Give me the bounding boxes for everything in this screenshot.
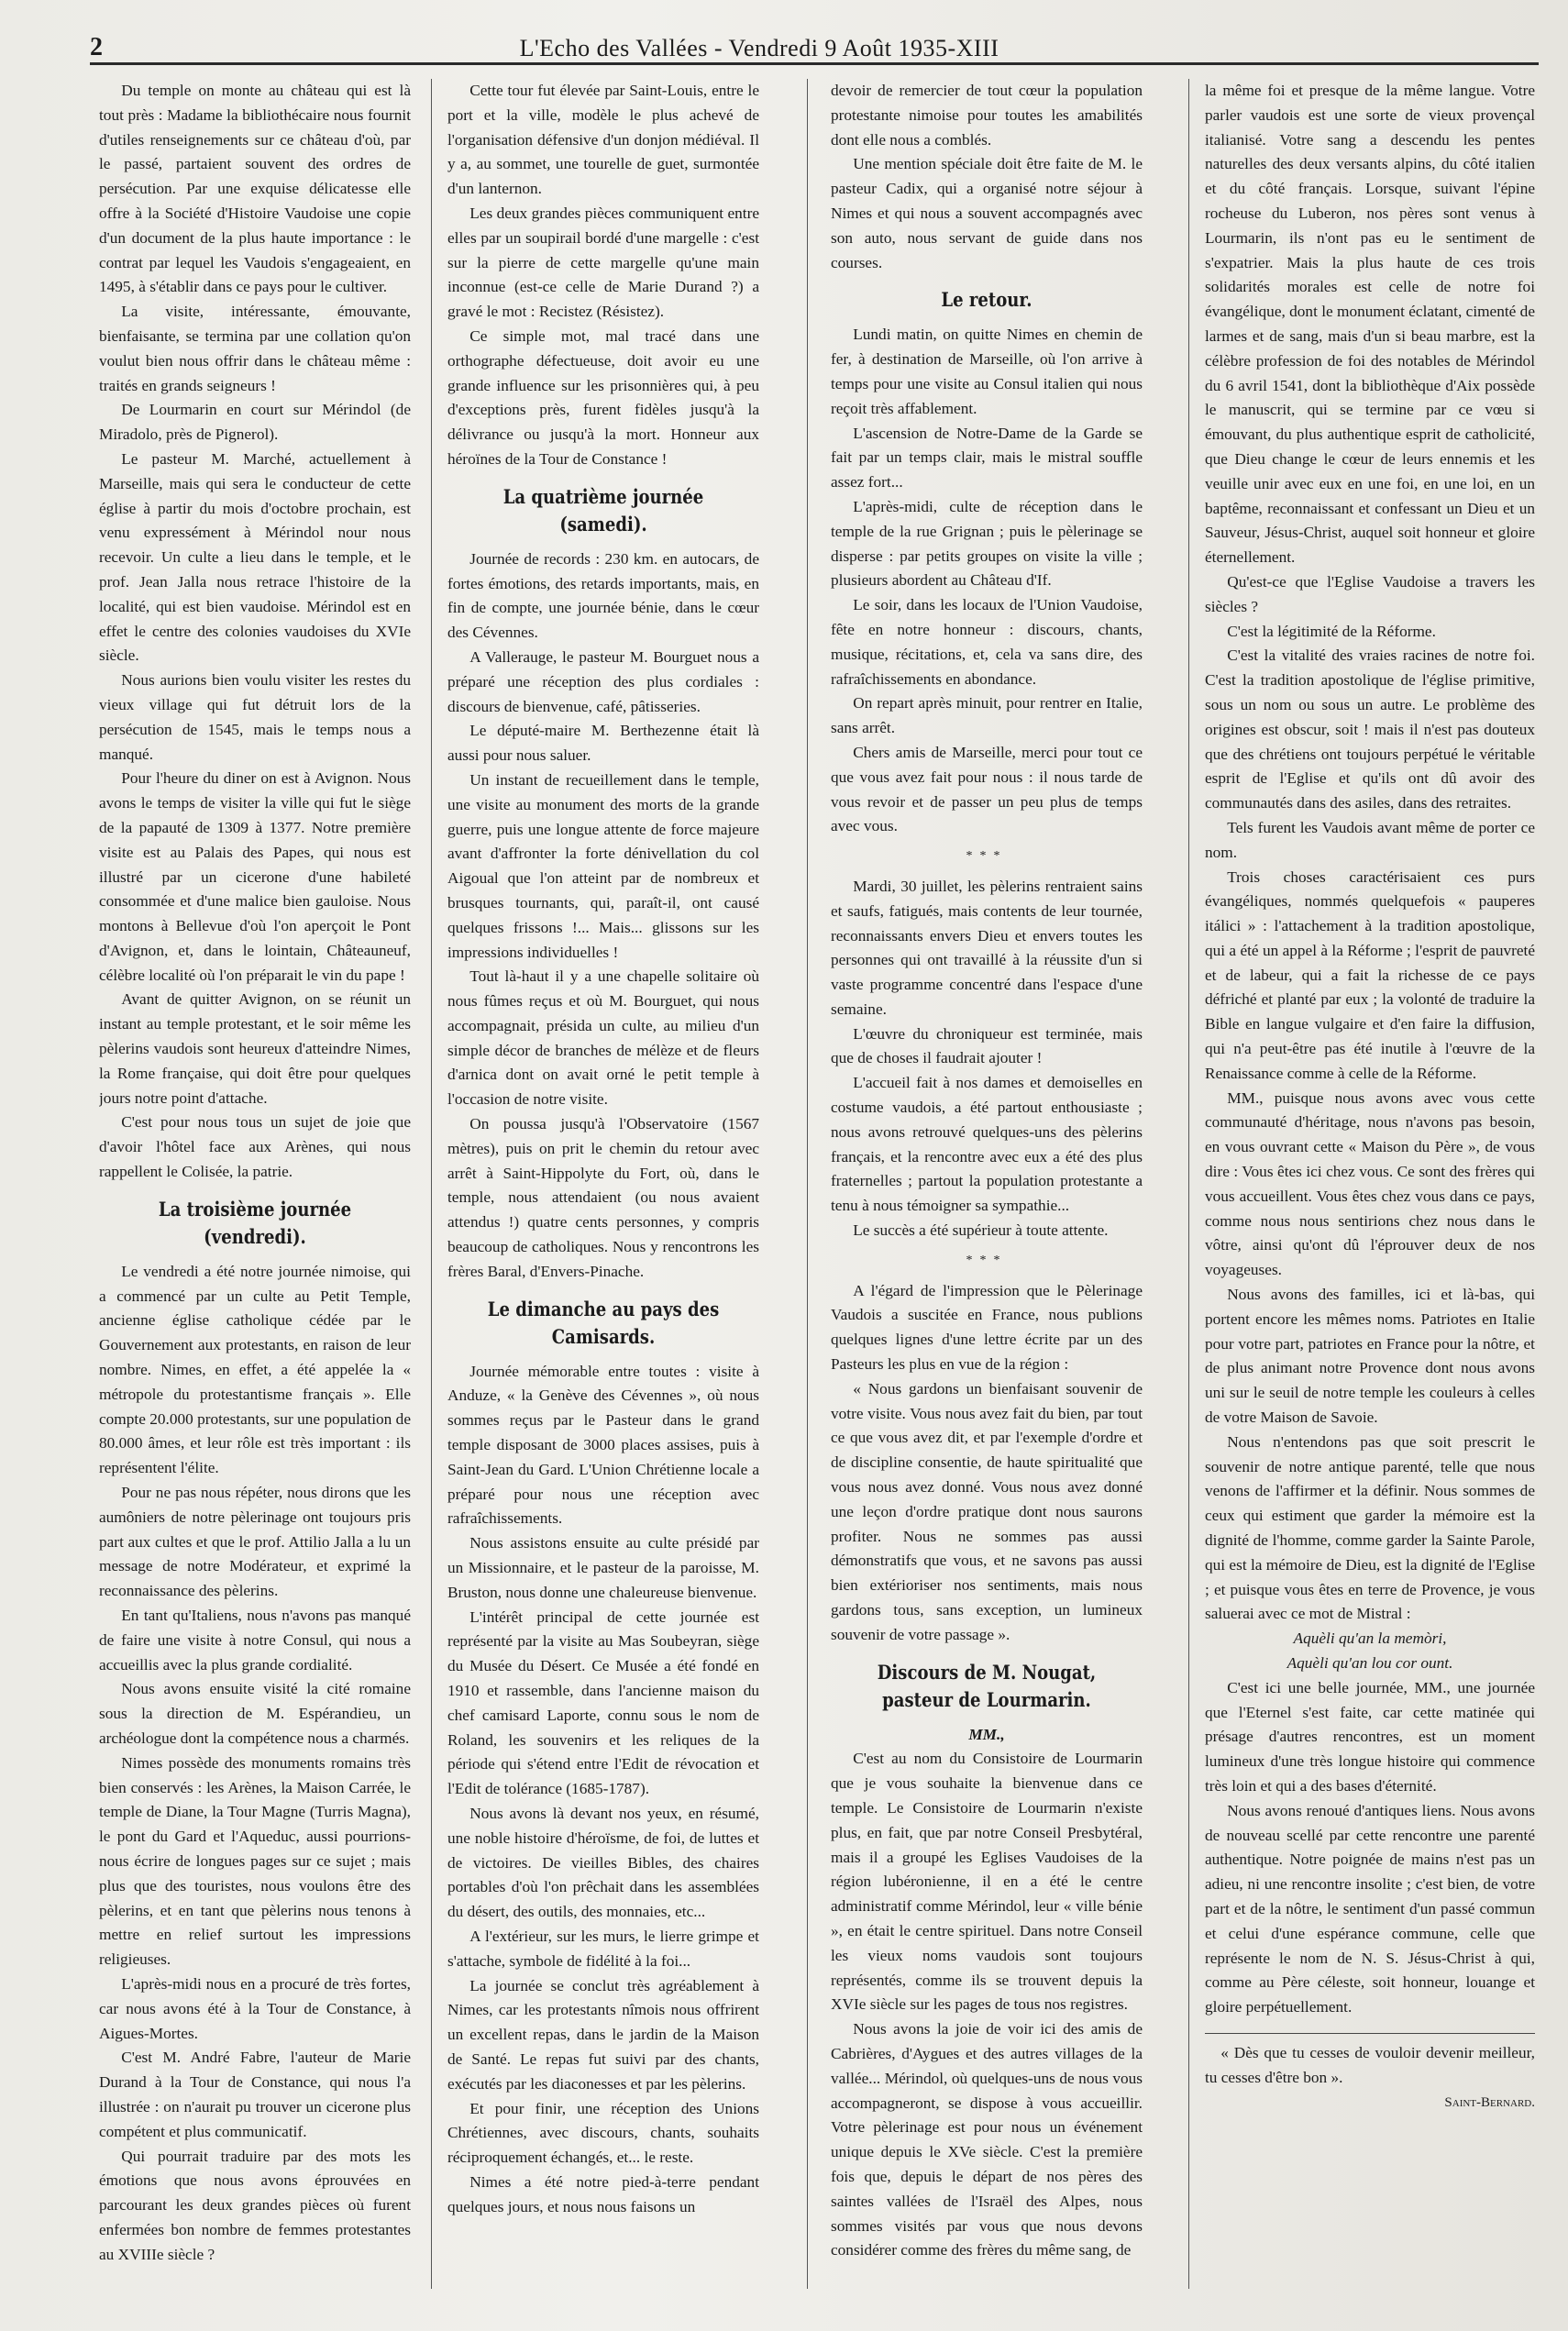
- paragraph: Cette tour fut élevée par Saint-Louis, entre le port et la ville, modèle le plus achevé de l'organisation défensive d'un donjon médiéval. Il y a, au sommet, une tourelle de guet, surmontée d'un lanternon.: [447, 82, 759, 198]
- paragraph: Tout là-haut il y a une chapelle solitaire où nous fûmes reçus et où M. Bourguet, qui nous accompagnait, présida un culte, au milieu d'un simple décor de branches de mélèze et de fleurs d'arnica dont on avait orné le petit temple à l'occasion de notre visite.: [447, 967, 759, 1109]
- paragraph: Le député-maire M. Berthezenne était là aussi pour nous saluer.: [447, 722, 759, 765]
- paragraph: Journée mémorable entre toutes : visite à Anduze, « la Genève des Cévennes », où nous sommes reçus par le Pasteur dans le grand temple disposant de 3000 places assises, puis à Saint-Jean du Gard. L'Union Chrétienne locale a préparé pour nous une réception avec rafraîchissements.: [447, 1362, 759, 1528]
- paragraph: Nimes possède des monuments romains très bien conservés : les Arènes, la Maison Carrée, le temple de Diane, la Tour Magne (Turris Magna), le pont du Gard et l'Aqueduc, aussi pourrions-nous écrire de longues pages sur ce sujet ; mais plus que des touristes, nous voulons être des pèlerins, et en tant que pèlerins nous tenons à mettre en relief surtout les impressions religieuses.: [99, 1753, 411, 1969]
- column-rule: [807, 79, 808, 2289]
- paragraph: Journée de records : 230 km. en autocars, de fortes émotions, des retards importants, mais, en fin de compte, une journée bénie, dans le cœur des Cévennes.: [447, 549, 759, 642]
- paragraph: Un instant de recueillement dans le temple, une visite au monument des morts de la grande guerre, puis une longue attente de force majeure avant d'affronter la forte dénivellation du col Aigoual que l'on atteint par de nombreux et brusques tournants, qui, paraît-il, ont causé quelques frissons !... Mais... glissons sur les impressions individuelles !: [447, 770, 759, 961]
- newspaper-title: L'Echo des Vallées - Vendredi 9 Août 1935-XIII: [519, 35, 999, 61]
- section-heading: Le retour.: [941, 288, 1032, 312]
- paragraph: C'est la vitalité des vraies racines de notre foi. C'est la tradition apostolique de l'église primitive, sous un nom ou sous un autre. Le problème des origines est obscur, soit ! mais il n'est pas douteux que des chrétiens ont toujours perpétué le véritable esprit de l'Eglise et qu'ils ont dû avoir des communautés dans des asiles, dans des retraites.: [1205, 646, 1535, 812]
- column-3: [831, 79, 1143, 2289]
- column-rule: [1188, 79, 1189, 2289]
- paragraph: Nous avons ensuite visité la cité romaine sous la direction de M. Espérandieu, un archéologue dont la compétence nous a charmés.: [99, 1680, 411, 1747]
- quotation-author: Saint-Bernard.: [1444, 2094, 1535, 2110]
- paragraph: Du temple on monte au château qui est là tout près : Madame la bibliothécaire nous fournit d'utiles renseignements sur ce château d'où, par le passé, partaient souvent des ordres de persécution. Par une exquise délicatesse elle offre à la Société d'Histoire Vaudoise une copie d'un document de la plus haute importance : le contrat par lequel les Vaudois s'engageaient, en 1495, à s'établir dans ce pays pour le cultiver.: [99, 82, 411, 296]
- paragraph: devoir de remercier de tout cœur la population protestante nimoise pour toutes les amabilités dont elle nous a comblés.: [831, 82, 1143, 149]
- quotation: « Dès que tu cesses de vouloir devenir meilleur, tu cesses d'être bon ».: [1205, 2033, 1535, 2091]
- paragraph: C'est la légitimité de la Réforme.: [1227, 622, 1436, 640]
- paragraph: A l'extérieur, sur les murs, le lierre grimpe et s'attache, symbole de fidélité à la foi...: [447, 1927, 759, 1970]
- column-4: [1205, 79, 1535, 2289]
- section-separator: ***: [966, 1253, 1008, 1267]
- paragraph: Et pour finir, une réception des Unions Chrétiennes, avec discours, chants, souhaits réciproquement échangés, et... le reste.: [447, 2099, 759, 2167]
- paragraph: Pour l'heure du diner on est à Avignon. Nous avons le temps de visiter la ville qui fut le siège de la papauté de 1309 à 1377. Notre première visite est au Palais des Papes, qui nous est illustré par un cicerone d'une habileté consommée et d'une malice bien gauloise. Nous montons à Bellevue d'où l'on aperçoit le Pont d'Avignon, et, dans le lointain, Châteauneuf, célèbre localité où l'on préparait le vin du pape !: [99, 769, 411, 984]
- paragraph: Nous avons la joie de voir ici des amis de Cabrières, d'Aygues et des autres villages de la vallée... Mérindol, où quelques-uns de nous vous accompagneront, se dispose à vous accueillir. Votre pèlerinage est pour nous un événement unique depuis le XVe siècle. C'est la première fois que, depuis le départ de nos pères des saintes vallées de l'Israël des Alpes, nous sommes visités par vous que nous devons considérer comme des frères du même sang, de: [831, 2020, 1143, 2259]
- paragraph: Lundi matin, on quitte Nimes en chemin de fer, à destination de Marseille, où l'on arrive à temps pour une visite au Consul italien qui nous reçoit très affablement.: [831, 326, 1143, 417]
- paragraph: Chers amis de Marseille, merci pour tout ce que vous avez fait pour nous : il nous tarde de vous revoir et de passer un peu plus de temps avec vous.: [831, 743, 1143, 835]
- page-number: 2: [90, 33, 103, 61]
- poem-line: Aquèli qu'an la memòri,: [1293, 1629, 1447, 1648]
- paragraph: Une mention spéciale doit être faite de M. le pasteur Cadix, qui a organisé notre séjour à Nimes et qui nous a souvent accompagnés avec son auto, nous servant de guide dans nos courses.: [831, 155, 1143, 271]
- paragraph: Le vendredi a été notre journée nimoise, qui a commencé par un culte au Petit Temple, ancienne église catholique cédée par le Gouvernement aux protestants, en raison de leur nombre. Nimes, en effet, a été appelée la « métropole du protestantisme français ». Elle compte 20.000 protestants, sur une population de 80.000 âmes, et leur rôle est très important : ils représentent l'élite.: [99, 1262, 411, 1477]
- paragraph: C'est pour nous tous un sujet de joie que d'avoir l'hôtel face aux Arènes, qui nous rappellent le Colisée, la patrie.: [99, 1113, 411, 1181]
- paragraph: On poussa jusqu'à l'Observatoire (1567 mètres), puis on prit le chemin du retour avec arrêt à Saint-Hippolyte du Fort, où, dans le temple, nous attendaient (ou nous avaient attendus !) quatre cents personnes, y compris beaucoup de catholiques. Nous y rencontrons les frères Baral, d'Envers-Pinache.: [447, 1115, 759, 1280]
- paragraph: Nous avons renoué d'antiques liens. Nous avons de nouveau scellé par cette rencontre une parenté authentique. Notre poignée de mains n'est pas un adieu, ni une rencontre insolite ; c'est bien, de votre part et de la nôtre, le sentiment d'un passé commun et celui d'une espérance commune, celle que représente le nom de N. S. Jésus-Christ à qui, comme au Père céleste, soit honneur, louange et gloire perpétuellement.: [1205, 1801, 1535, 2016]
- paragraph: MM., puisque nous avons avec vous cette communauté d'héritage, nous n'avons pas besoin, en vous ouvrant cette « Maison du Père », de vous dire : Vous êtes ici chez vous. Ce sont des frères qui vous accueillent. Vous êtes chez vous dans ce pays, comme nous nous sentirions chez nous dans le vôtre, ainsi qu'ont dû l'éprouver deux de nos voyageuses.: [1205, 1088, 1535, 1279]
- paragraph: La visite, intéressante, émouvante, bienfaisante, se termina par une collation qu'on voulut bien nous offrir dans le château même : traités en grands seigneurs !: [99, 303, 411, 394]
- paragraph: Avant de quitter Avignon, on se réunit un instant au temple protestant, et le soir même les pèlerins vaudois sont heureux d'atteindre Nimes, la Rome française, qui doit être pour quelques jours notre point d'attache.: [99, 990, 411, 1107]
- paragraph: On repart après minuit, pour rentrer en Italie, sans arrêt.: [831, 694, 1143, 737]
- paragraph: L'ascension de Notre-Dame de la Garde se fait par un temps clair, mais le mistral souffle assez fort...: [831, 424, 1143, 492]
- column-1: [99, 79, 411, 2289]
- paragraph: L'œuvre du chroniqueur est terminée, mais que de choses il faudrait ajouter !: [831, 1024, 1143, 1067]
- paragraph: Tels furent les Vaudois avant même de porter ce nom.: [1205, 818, 1535, 861]
- paragraph: Nous avons là devant nos yeux, en résumé, une noble histoire d'héroïsme, de foi, de luttes et de victoires. De vieilles Bibles, des chaires portables d'où l'on prêchait dans les assemblées du désert, des outils, des monnaies, etc...: [447, 1805, 759, 1921]
- paragraph: la même foi et presque de la même langue. Votre parler vaudois est une sorte de vieux provençal italianisé. Votre sang a descendu les pentes naturelles des deux versants alpins, du côté italien et du côté français. Lorsque, suivant l'épine rocheuse du Luberon, nos pères sont venus à Lourmarin, ils n'ont pas eu le sentiment de s'expatrier. Mais la plus haute de ces trois solidarités morales est celle de notre foi évangélique, dont le monument éclatant, cimenté de larmes et de sang, mais d'un si beau marbre, est la célèbre profession de foi des notables de Mérindol du 6 avril 1541, dont la bibliothèque d'Aix possède le manuscrit, qui se termine par ce vœu si émouvant, du plus authentique esprit de catholicité, que Dieu change le cœur de leurs ennemis et les veuille unir avec eux en une foi, en une loi, en un baptême, reconnaissant et confessant un Dieu et un Sauveur, Jésus-Christ, auquel soit honneur et gloire éternellement.: [1205, 82, 1535, 567]
- paragraph: La journée se conclut très agréablement à Nimes, car les protestants nîmois nous offrirent un excellent repas, dans le jardin de la Maison de Santé. Le repas fut suivi par des chants, exécutés par les diaconesses et par les pèlerins.: [447, 1976, 759, 2093]
- paragraph: Qu'est-ce que l'Eglise Vaudoise a travers les siècles ?: [1205, 572, 1535, 615]
- paragraph: Nimes a été notre pied-à-terre pendant quelques jours, et nous nous faisons un: [447, 2172, 759, 2215]
- paragraph: Ce simple mot, mal tracé dans une orthographe défectueuse, doit avoir eu une grande influence sur les prisonnières qui, à peu d'exceptions près, furent fidèles jusqu'à la délivrance ou jusqu'à la mort. Honneur aux héroïnes de la Tour de Constance !: [447, 326, 759, 468]
- paragraph: Nous aurions bien voulu visiter les restes du vieux village qui fut détruit lors de la persécution de 1545, mais le temps nous a manqué.: [99, 671, 411, 763]
- paragraph: L'après-midi, culte de réception dans le temple de la rue Grignan ; puis le pèlerinage se disperse : par petits groupes on visite la ville ; plusieurs abordent au Château d'If.: [831, 497, 1143, 590]
- section-heading: La troisième journée (vendredi).: [158, 1197, 352, 1248]
- column-rule: [431, 79, 432, 2289]
- paragraph: L'après-midi nous en a procuré de très fortes, car nous avons été à la Tour de Constance, à Aigues-Mortes.: [99, 1974, 411, 2042]
- paragraph: Pour ne pas nous répéter, nous dirons que les aumôniers de notre pèlerinage ont toujours pris part aux cultes et que le prof. Attilio Jalla a lu un message de notre Modérateur, et exprimé la reconnaissance des pèlerins.: [99, 1484, 411, 1600]
- paragraph: Mardi, 30 juillet, les pèlerins rentraient sains et saufs, fatigués, mais contents de leur tournée, reconnaissants envers Dieu et envers toutes les personnes qui ont travaillé à la réussite d'un si vaste programme concentré dans l'espace d'une semaine.: [831, 877, 1143, 1018]
- column-2: [447, 79, 759, 2289]
- paragraph: Les deux grandes pièces communiquent entre elles par un soupirail bordé d'une margelle : c'est sur la pierre de cette margelle qu'une main inconnue (est-ce celle de Marie Durand ?) a gravé le mot : Recistez (Résistez).: [447, 204, 759, 321]
- paragraph: A Vallerauge, le pasteur M. Bourguet nous a préparé une réception des plus cordiales : discours de bienvenue, café, pâtisseries.: [447, 647, 759, 715]
- section-heading: Le dimanche au pays des Camisards.: [487, 1297, 720, 1348]
- paragraph: C'est au nom du Consistoire de Lourmarin que je vous souhaite la bienvenue dans ce temple. Le Consistoire de Lourmarin n'existe plus, en fait, que par notre Conseil Presbytéral, mais il a groupé les Eglises Vaudoises de la région lubéronienne, il en a été le centre administratif comme Mérindol, leur « ville bénie », en était le centre spirituel. Dans notre Conseil les vieux noms vaudois sont toujours représentés, comme ils se trouvent depuis la XVIe siècle sur les pages de tous nos registres.: [831, 1750, 1143, 2014]
- paragraph: Nous assistons ensuite au culte présidé par un Missionnaire, et le pasteur de la paroisse, M. Bruston, nous donne une chaleureuse bienvenue.: [447, 1534, 759, 1601]
- section-separator: ***: [966, 849, 1008, 864]
- paragraph: Nous avons des familles, ici et là-bas, qui portent encore les mêmes noms. Patriotes en Italie pour votre part, patriotes en France pour la nôtre, et de plus animant notre Provence dont nous avons uni sur le seuil de notre temple les couleurs à celles de votre Maison de Savoie.: [1205, 1286, 1535, 1427]
- section-heading: Discours de M. Nougat, pasteur de Lourmarin.: [877, 1660, 1097, 1711]
- salutation: MM.,: [968, 1725, 1005, 1743]
- paragraph: En tant qu'Italiens, nous n'avons pas manqué de faire une visite à notre Consul, qui nous a accueillis avec la plus grande cordialité.: [99, 1607, 411, 1674]
- paragraph: Le pasteur M. Marché, actuellement à Marseille, mais qui sera le conducteur de cette église à partir du mois d'octobre prochain, est venu expressément à Mérindol nour nous recevoir. Un culte a lieu dans le temple, et le prof. Jean Jalla nous retrace l'histoire de la localité, qui est bien vaudoise. Mérindol est en effet le centre des colonies vaudoises du XVIe siècle.: [99, 449, 411, 665]
- paragraph: Qui pourrait traduire par des mots les émotions que nous avons éprouvées en parcourant les deux grandes pièces où furent enfermées bon nombre de femmes protestantes au XVIIIe siècle ?: [99, 2147, 411, 2263]
- paragraph: C'est ici une belle journée, MM., une journée que l'Eternel s'est faite, car cette matinée qui présage d'autres rencontres, est un moment lumineux d'une très longue histoire qui commence très loin et qui a des bases d'éternité.: [1205, 1678, 1535, 1795]
- paragraph: « Nous gardons un bienfaisant souvenir de votre visite. Vous nous avez fait du bien, par tout ce que vous avez dit, et par l'exemple d'ordre et de discipline consentie, de haute spiritualité que vous nous avez donné. Vous nous avez donné une leçon d'ordre pratique dont nous saurons profiter. Nous ne sommes pas aussi démonstratifs que vous, et ne savons pas aussi bien extérioriser nos sentiments, mais nous gardons tous, sans exception, un lumineux souvenir de votre passage ».: [831, 1379, 1143, 1643]
- paragraph: De Lourmarin en court sur Mérindol (de Miradolo, près de Pignerol).: [99, 401, 411, 444]
- paragraph: Le succès a été supérieur à toute attente.: [853, 1221, 1109, 1240]
- paragraph: Trois choses caractérisaient ces purs évangéliques, nommés quelquefois « pauperes itálici » : l'attachement à la tradition apostolique, qui a été un appel à la Réforme ; l'esprit de pauvreté et de labeur, qui a fait la richesse de ce pays défriché et planté par eux ; la volonté de traduire la Bible en langue vulgaire et d'en faire la diffusion, qui n'a peut-être pas été inutile à l'œuvre de la Renaissance comme à celle de la Réforme.: [1205, 867, 1535, 1082]
- poem-line: Aquèli qu'an lou cor ount.: [1286, 1654, 1453, 1672]
- paragraph: C'est M. André Fabre, l'auteur de Marie Durand à la Tour de Constance, qui nous l'a illustrée : on n'aurait pu trouver un cicerone plus compétent et plus communicatif.: [99, 2049, 411, 2140]
- paragraph: L'accueil fait à nos dames et demoiselles en costume vaudois, a été partout enthousiaste ; nous avons retrouvé quelques-uns des pèlerins français, et la rencontre avec eux a été des plus fraternelles ; partout la population protestante a tenu à nous témoigner sa sympathie...: [831, 1074, 1143, 1215]
- paragraph: L'intérêt principal de cette journée est représenté par la visite au Mas Soubeyran, siège du Musée du Désert. Ce Musée a été fondé en 1910 et rassemble, dans l'ancienne maison du chef camisard Laporte, connu sous le nom de Roland, les souvenirs et les reliques de la période qui s'étend entre l'Edit de révocation et l'Edit de tolérance (1685-1787).: [447, 1607, 759, 1798]
- masthead: [90, 28, 1539, 65]
- paragraph: Nous n'entendons pas que soit prescrit le souvenir de notre antique parenté, telle que nous venons de l'affirmer et la définir. Nous sommes de ceux qui estiment que garder la mémoire est la dignité de l'homme, comme garder la Sainte Parole, qui est la mémoire de Dieu, est la dignité de l'Eglise ; et puisque vous êtes en terre de Provence, je vous saluerai avec ce mot de Mistral :: [1205, 1432, 1535, 1623]
- paragraph: Le soir, dans les locaux de l'Union Vaudoise, fête en notre honneur : discours, chants, musique, récitations, et, cela va sans dire, des rafraîchissements en abondance.: [831, 596, 1143, 688]
- paragraph: A l'égard de l'impression que le Pèlerinage Vaudois a suscitée en France, nous publions quelques lignes d'une lettre écrite par un des Pasteurs les plus en vue de la région :: [831, 1281, 1143, 1374]
- section-heading: La quatrième journée (samedi).: [502, 484, 704, 536]
